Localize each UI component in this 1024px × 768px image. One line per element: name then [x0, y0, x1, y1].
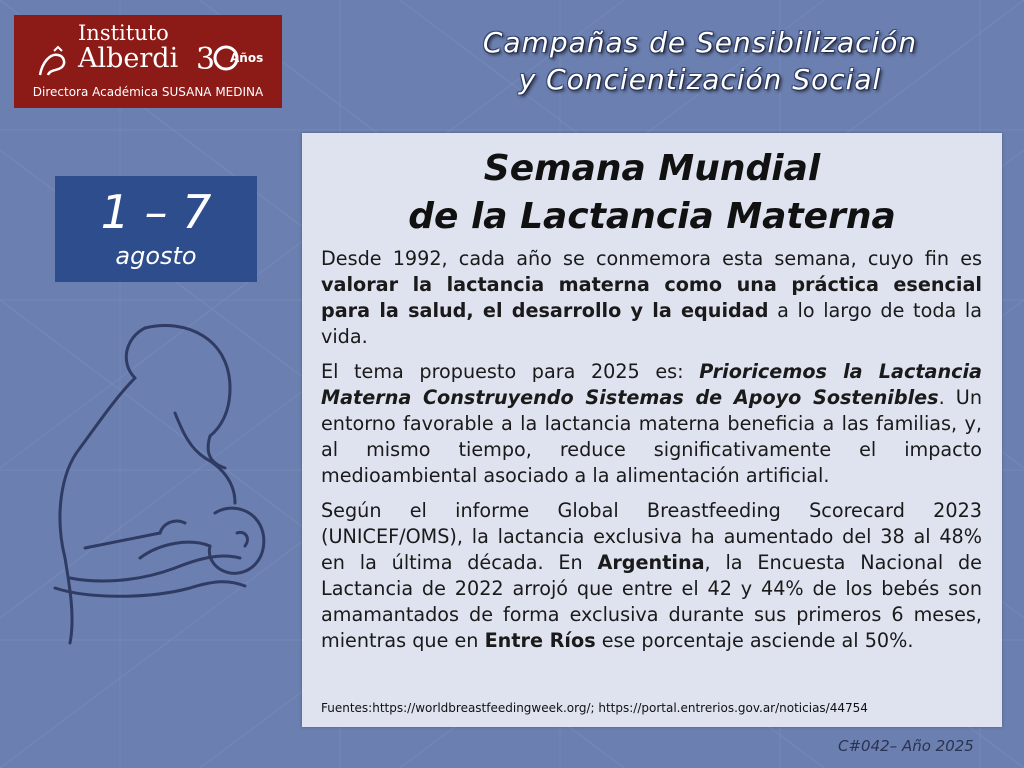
paragraph-statistics: [321, 498, 982, 654]
body-text: [321, 246, 982, 663]
p3-text-end: ese porcentaje asciende al 50%.: [595, 629, 914, 652]
p2-text: El tema propuesto para 2025 es:: [321, 360, 700, 383]
p1-text-end: a lo largo de toda la vida.: [321, 299, 982, 348]
title-line2: de la Lactancia Materna: [408, 196, 896, 237]
date-badge: [55, 176, 257, 282]
title-line1: Semana Mundial: [483, 148, 821, 189]
panel-title: [302, 145, 1002, 241]
anniversary-30-icon: [194, 37, 266, 79]
p3-argentina: Argentina: [597, 551, 705, 574]
date-month: agosto: [115, 242, 197, 270]
paragraph-theme: [321, 359, 982, 489]
header-line2: y Concientización Social: [518, 63, 882, 96]
logo-subtitle: Directora Académica SUSANA MEDINA: [32, 85, 264, 99]
p1-text: Desde 1992, cada año se conmemora esta semana, cuyo fin es: [321, 247, 982, 270]
logo-name-line2: Alberdi: [78, 43, 179, 74]
logo-name-line1: Instituto: [78, 21, 169, 45]
campaign-code: C#042– Año 2025: [838, 737, 974, 755]
campaign-header: [400, 24, 1000, 98]
paragraph-intro: [321, 246, 982, 350]
content-panel: [302, 133, 1002, 727]
p2-theme-emphasis: Prioricemos la Lactancia Materna Construyendo Sistemas de Apoyo Sostenibles: [321, 360, 982, 409]
p1-emphasis: valorar la lactancia materna como una práctica esencial para la salud, el desarrollo y la equidad: [321, 273, 982, 322]
date-range: 1 – 7: [100, 185, 212, 239]
svg-text:3: 3: [196, 42, 216, 77]
p3-text: Según el informe Global Breastfeeding Scorecard 2023 (UNICEF/OMS), la lactancia exclusiva ha aumentado del 38 al 48% en la última década. En: [321, 499, 982, 574]
sources-line: Fuentes:https://worldbreastfeedingweek.org/; https://portal.entrerios.gov.ar/noticias/44754: [321, 701, 868, 715]
header-line1: Campañas de Sensibilización: [482, 26, 918, 59]
p2-text-end: . Un entorno favorable a la lactancia materna beneficia a las familias, y, al mismo tiempo, reduce significativamente el impacto medioambiental asociado a la alimentación artificial.: [321, 386, 982, 487]
logo-emblem-icon: [36, 45, 76, 81]
breastfeeding-illustration: [25, 318, 270, 658]
p3-entre-rios: Entre Ríos: [484, 629, 596, 652]
institute-logo: [14, 15, 282, 108]
svg-text:Años: Años: [230, 51, 264, 65]
p3-text-mid: , la Encuesta Nacional de Lactancia de 2022 arrojó que entre el 42 y 44% de los bebés son amamantados de forma exclusiva durante sus primeros 6 meses, mientras que en: [321, 551, 982, 652]
